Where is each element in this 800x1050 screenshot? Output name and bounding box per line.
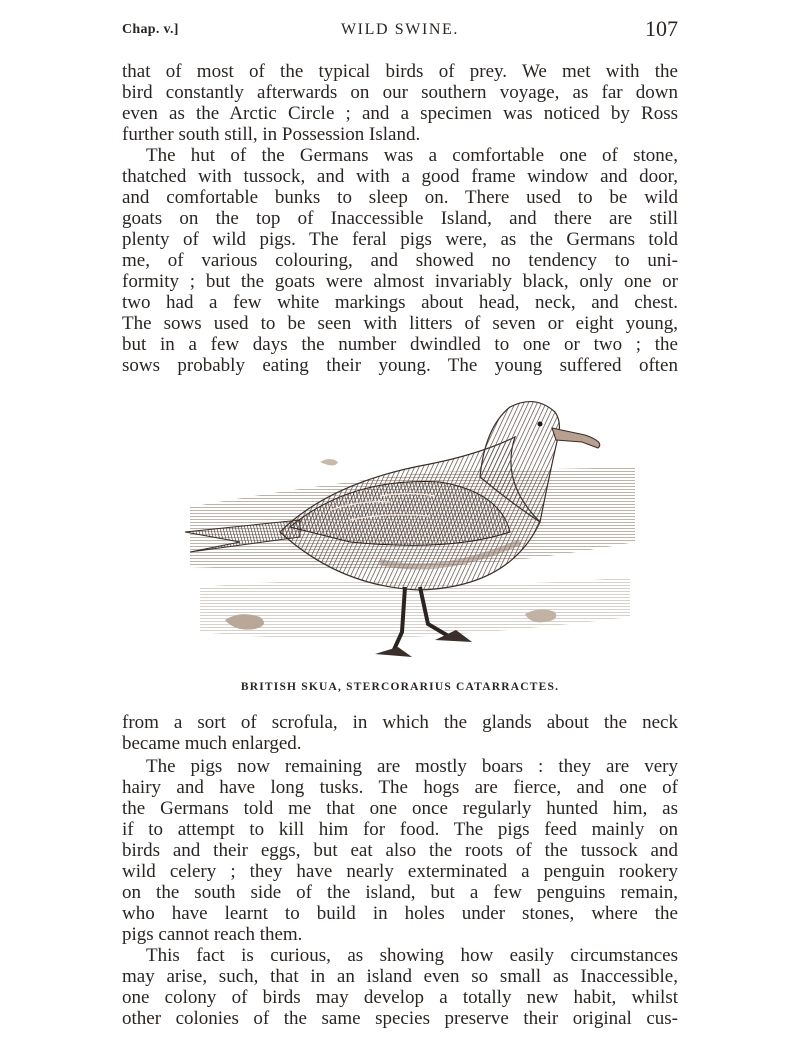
text-line: other colonies of the same species preserve their original cus-	[122, 1008, 678, 1029]
text-line: if to attempt to kill him for food. The pigs feed mainly on	[122, 819, 678, 840]
text-line: thatched with tussock, and with a good frame window and door,	[122, 166, 678, 187]
text-line: and comfortable bunks to sleep on. There used to be wild	[122, 187, 678, 208]
text-line: who have learnt to build in holes under stones, where the	[122, 903, 678, 924]
text-line: may arise, such, that in an island even so small as Inaccessible,	[122, 966, 678, 987]
text-line: wild celery ; they have nearly exterminated a penguin rookery	[122, 861, 678, 882]
paragraph-4	[122, 756, 678, 945]
text-line: one colony of birds may develop a totally new habit, whilst	[122, 987, 678, 1008]
page-number: 107	[645, 16, 678, 41]
page-header	[122, 18, 678, 48]
text-line: that of most of the typical birds of prey. We met with the	[122, 61, 678, 82]
text-line: even as the Arctic Circle ; and a specimen was noticed by Ross	[122, 103, 678, 124]
figure-caption: BRITISH SKUA, STERCORARIUS CATARRACTES.	[240, 681, 560, 693]
text-line: two had a few white markings about head, neck, and chest.	[122, 292, 678, 313]
text-line: hairy and have long tusks. The hogs are fierce, and one of	[122, 777, 678, 798]
running-title: WILD SWINE.	[340, 21, 459, 38]
paragraph-1	[122, 61, 678, 145]
text-line: This fact is curious, as showing how easily circumstances	[146, 945, 678, 966]
text-line: The sows used to be seen with litters of seven or eight young,	[122, 313, 678, 334]
paragraph-3	[122, 712, 678, 754]
text-line: pigs cannot reach them.	[122, 924, 303, 945]
text-line: from a sort of scrofula, in which the glands about the neck	[122, 712, 678, 733]
text-line: sows probably eating their young. The young suffered often	[122, 355, 678, 376]
paragraph-5	[122, 945, 678, 1029]
text-line: birds and their eggs, but eat also the roots of the tussock and	[122, 840, 678, 861]
text-line: me, of various colouring, and showed no tendency to uni-	[122, 250, 678, 271]
text-line: goats on the top of Inaccessible Island, and there are still	[122, 208, 678, 229]
chapter-label: Chap. v.]	[122, 22, 179, 37]
text-line: but in a few days the number dwindled to one or two ; the	[122, 334, 678, 355]
text-line: plenty of wild pigs. The feral pigs were, as the Germans told	[122, 229, 678, 250]
skua-illustration	[180, 392, 640, 672]
paragraph-2	[122, 145, 678, 376]
text-line: The pigs now remaining are mostly boars : they are very	[146, 756, 678, 777]
text-line: the Germans told me that one once regularly hunted him, as	[122, 798, 678, 819]
text-line: formity ; but the goats were almost invariably black, only one or	[122, 271, 678, 292]
text-line: The hut of the Germans was a comfortable one of stone,	[146, 145, 678, 166]
text-line: became much enlarged.	[122, 733, 302, 754]
text-line: further south still, in Possession Island.	[122, 124, 421, 145]
text-line: bird constantly afterwards on our southern voyage, as far down	[122, 82, 678, 103]
text-line: on the south side of the island, but a few penguins remain,	[122, 882, 678, 903]
